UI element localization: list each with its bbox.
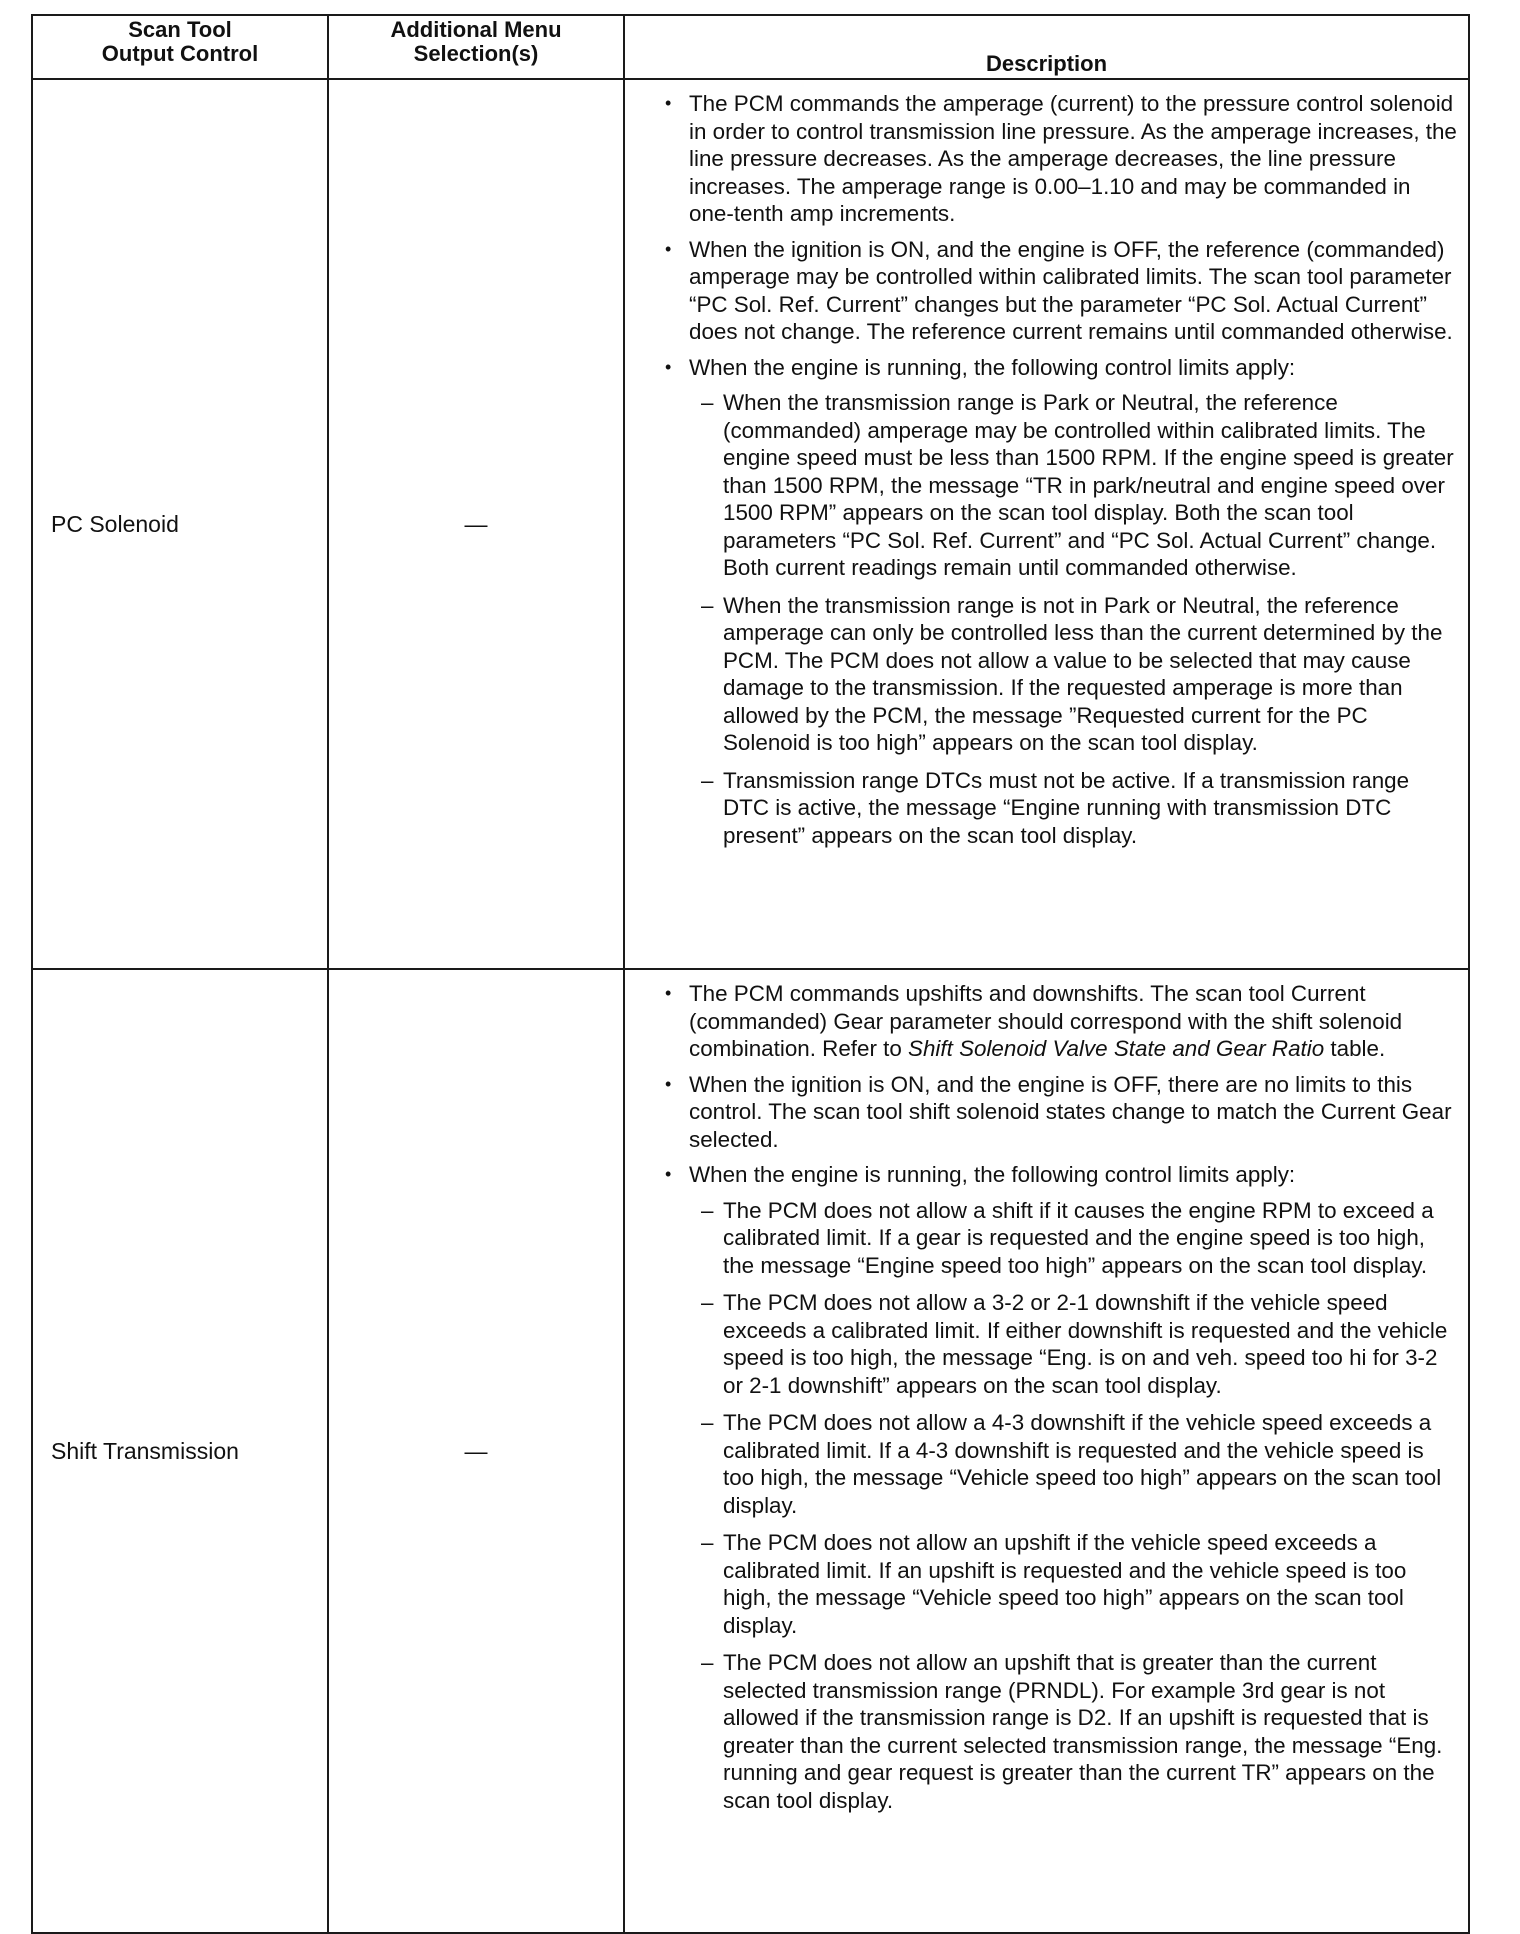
list-item (665, 980, 1460, 1063)
row-menu-pc-solenoid: — (328, 79, 624, 969)
bullet-text: When the engine is running, the following control limits apply: (689, 354, 1296, 380)
row-name-shift-transmission: Shift Transmission (32, 969, 328, 1933)
sub-list-item (665, 592, 1460, 757)
bullet-text-part: The PCM commands upshifts and downshifts. The scan tool Current (commanded) Gear parameter should correspond with the shift solenoid combination. Refer to (689, 981, 1403, 1061)
dash-icon: – (701, 1650, 714, 1675)
sub-list-item (665, 1409, 1460, 1519)
list-item (665, 354, 1460, 382)
sub-list-item (665, 767, 1460, 850)
header-description: Description (624, 15, 1469, 79)
list-item (665, 1071, 1460, 1154)
list-item (665, 1161, 1460, 1189)
sub-item-text: The PCM does not allow an upshift if the vehicle speed exceeds a calibrated limit. If an upshift is requested and the vehicle speed is too high, the message “Vehicle speed too high” appears on the scan tool display. (723, 1530, 1407, 1638)
bullet-list (665, 980, 1460, 1189)
sub-item-text: When the transmission range is not in Park or Neutral, the reference amperage can only be controlled less than the current determined by the PCM. The PCM does not allow a value to be selected that may cause damage to the transmission. If the requested amperage is more than allowed by the PCM, the message ”Requested current for the PC Solenoid is too high” appears on the scan tool display. (723, 592, 1443, 755)
bullet-text: When the engine is running, the following control limits apply: (689, 1162, 1296, 1187)
sub-list-item (665, 1529, 1460, 1639)
row-description-shift-transmission (624, 969, 1469, 1933)
bullet-icon: • (665, 356, 672, 377)
bullet-icon: • (665, 93, 672, 113)
table-reference: Shift Solenoid Valve State and Gear Ratio (908, 1036, 1325, 1061)
dash-icon: – (701, 1197, 714, 1223)
sub-item-list (665, 1197, 1460, 1815)
bullet-text: The PCM commands the amperage (current) to the pressure control solenoid in order to control transmission line pressure. As the amperage increases, the line pressure decreases. As the amperage decreases, the line pressure increases. The amperage range is 0.00–1.10 and may be commanded in one-tenth amp increments. (689, 91, 1457, 226)
header-output-control-line2: Output Control (101, 41, 259, 66)
header-menu-line1: Additional Menu (390, 17, 562, 42)
sub-item-text: The PCM does not allow a shift if it causes the engine RPM to exceed a calibrated limit. If a gear is requested and the engine speed is too high, the message “Engine speed too high” appears on the scan tool display. (723, 1197, 1434, 1278)
bullet-text: When the ignition is ON, and the engine is OFF, the reference (commanded) amperage may be controlled within calibrated limits. The scan tool parameter “PC Sol. Ref. Current” changes but the parameter “PC Sol. Actual Current” does not change. The reference current remains until commanded otherwise. (689, 236, 1453, 344)
header-output-control (32, 15, 328, 79)
sub-item-text: When the transmission range is Park or Neutral, the reference (commanded) amperage may be controlled within calibrated limits. The engine speed must be less than 1500 RPM. If the engine speed is greater than 1500 RPM, the message “TR in park/neutral and engine speed over 1500 RPM” appears on the scan tool display. Both the scan tool parameters “PC Sol. Ref. Current” and “PC Sol. Actual Current” change. Both current readings remain until commanded otherwise. (723, 390, 1454, 580)
scan-tool-output-control-table (31, 14, 1470, 1934)
sub-list-item (665, 1197, 1460, 1280)
bullet-text (689, 981, 1402, 1061)
list-item (665, 90, 1460, 228)
header-row (32, 15, 1469, 79)
row-description-pc-solenoid (624, 79, 1469, 969)
sub-list-item (665, 1289, 1460, 1399)
sub-item-list (665, 389, 1460, 849)
bullet-text: When the ignition is ON, and the engine is OFF, there are no limits to this control. The scan tool shift solenoid states change to match the Current Gear selected. (689, 1071, 1452, 1152)
sub-item-text: The PCM does not allow a 3-2 or 2-1 downshift if the vehicle speed exceeds a calibrated limit. If either downshift is requested and the vehicle speed is too high, the message “Eng. is on and veh. speed too hi for 3-2 or 2-1 downshift” appears on the scan tool display. (723, 1290, 1448, 1398)
table-row (32, 969, 1469, 1933)
dash-icon: – (701, 1290, 714, 1315)
header-output-control-line1: Scan Tool (128, 17, 232, 42)
dash-icon: – (701, 592, 714, 618)
dash-icon: – (701, 1530, 714, 1555)
table-row (32, 79, 1469, 969)
header-menu-line2: Selection(s) (413, 41, 539, 66)
bullet-icon: • (665, 238, 672, 259)
dash-icon: – (701, 1410, 714, 1435)
header-menu-selections (328, 15, 624, 79)
bullet-text-part: table. (1324, 1036, 1386, 1061)
sub-item-text: The PCM does not allow a 4-3 downshift if the vehicle speed exceeds a calibrated limit. If a 4-3 downshift is requested and the vehicle speed is too high, the message “Vehicle speed too high” appears on the scan tool display. (723, 1410, 1442, 1518)
bullet-icon: • (665, 1073, 672, 1094)
sub-list-item (665, 1649, 1460, 1814)
row-menu-shift-transmission: — (328, 969, 624, 1933)
bullet-icon: • (665, 1164, 672, 1184)
sub-item-text: The PCM does not allow an upshift that is greater than the current selected transmission range (PRNDL). For example 3rd gear is not allowed if the transmission range is D2. If an upshift is requested that is greater than the current selected transmission range, the message “Eng. running and gear request is greater than the current TR” appears on the scan tool display. (723, 1650, 1443, 1813)
sub-list-item (665, 389, 1460, 582)
bullet-icon: • (665, 983, 672, 1003)
dash-icon: – (701, 390, 714, 415)
list-item (665, 236, 1460, 346)
bullet-list (665, 90, 1460, 381)
sub-item-text: Transmission range DTCs must not be active. If a transmission range DTC is active, the message “Engine running with transmission DTC present” appears on the scan tool display. (723, 767, 1410, 848)
row-name-pc-solenoid: PC Solenoid (32, 79, 328, 969)
dash-icon: – (701, 767, 714, 793)
